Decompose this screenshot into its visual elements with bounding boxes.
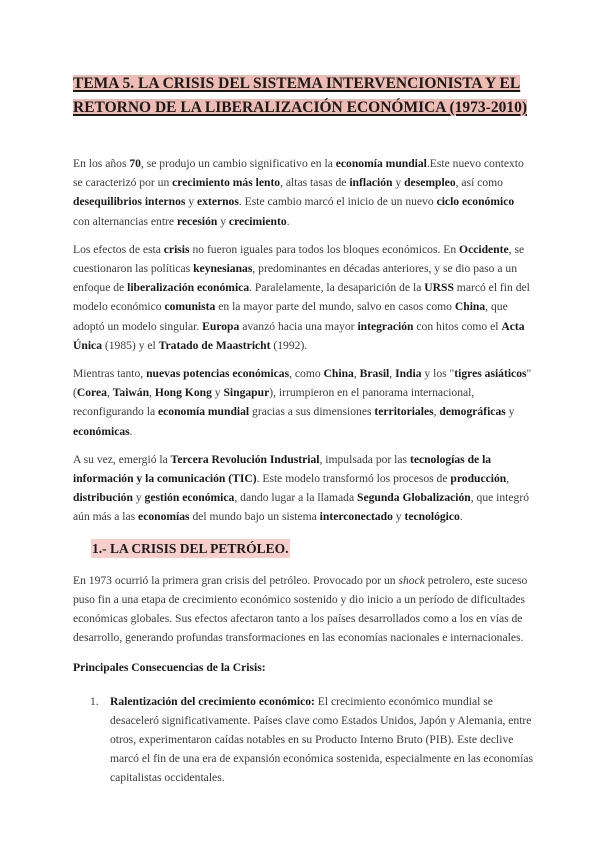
- text-run: . Este cambio marcó el inicio de un nuevo: [238, 195, 437, 209]
- bold-text: desequilibrios internos: [73, 195, 186, 209]
- text-run: avanzó hacia una mayor: [239, 319, 358, 333]
- text-run: , impulsada por las: [319, 452, 410, 466]
- text-run: en la mayor parte del mundo, salvo en casos como: [215, 300, 455, 314]
- bold-text: inflación: [349, 176, 393, 190]
- bold-text: Hong Kong: [154, 386, 212, 400]
- text-run: ,: [149, 386, 155, 400]
- text-run: , como: [289, 367, 324, 381]
- text-run: A su vez, emergió la: [73, 452, 171, 466]
- bold-text: Taiwán: [112, 386, 150, 400]
- paragraph: [73, 154, 533, 231]
- bold-text: demográficas: [439, 405, 506, 419]
- bold-text: keynesianas: [193, 262, 253, 276]
- text-run: y: [392, 510, 405, 524]
- bold-text: distribución: [73, 491, 133, 505]
- text-run: , se cuestionaron las políticas: [73, 242, 525, 276]
- text-run: En 1973 ocurrió la primera gran crisis del petróleo. Provocado por un: [73, 573, 399, 587]
- bold-text: economías: [138, 510, 190, 524]
- paragraph: [73, 450, 533, 527]
- italic-text: shock: [398, 573, 425, 587]
- text-run: y: [132, 491, 145, 505]
- bold-text: economía mundial: [335, 157, 427, 170]
- bold-text: tigres asiáticos: [454, 367, 527, 381]
- text-run: del mundo bajo un sistema: [189, 510, 320, 524]
- bold-text: Singapur: [223, 386, 270, 400]
- text-run: .: [459, 510, 463, 524]
- text-run: (1985) y el: [101, 338, 159, 352]
- bold-text: Segunda Globalización: [357, 491, 471, 505]
- text-run: , dando lugar a la llamada: [234, 491, 358, 505]
- text-run: , que adoptó un modelo singular.: [73, 300, 508, 333]
- bold-text: interconectado: [319, 510, 393, 524]
- text-run: no fueron iguales para todos los bloques económicos. En: [189, 242, 460, 256]
- intro-paragraphs: [73, 154, 533, 527]
- bold-text: ciclo económico: [436, 195, 515, 209]
- text-run: , así como: [455, 176, 503, 190]
- text-run: petrolero, este suceso puso fin a una etapa de crecimiento económico sostenido y dio inicio a un período de dificultades económicas globales. Sus efectos afectaron tanto a los países desarrollados como a los en vías de desarrollo, generando profundas transformaciones en las economías nacionales e internacionales.: [73, 573, 528, 645]
- paragraph: [73, 240, 533, 355]
- list-item: [73, 692, 533, 788]
- bold-text: China: [454, 300, 486, 314]
- text-run: " (: [73, 367, 532, 400]
- text-run: marcó el fin del modelo económico: [73, 281, 530, 314]
- bold-text: territoriales: [374, 405, 434, 419]
- text-run: .: [286, 214, 290, 228]
- bold-text: recesión: [176, 214, 218, 228]
- text-run: ,: [106, 386, 113, 400]
- bold-text: crecimiento: [228, 214, 287, 228]
- bold-text: integración: [357, 319, 414, 333]
- text-run: , altas tasas de: [280, 176, 350, 190]
- bold-text: económicas: [73, 424, 130, 438]
- bold-text: Brasil: [359, 367, 390, 381]
- bold-text: Tercera Revolución Industrial: [170, 452, 320, 466]
- text-run: ), irrumpieron en el panorama internacional, reconfigurando la: [73, 386, 475, 419]
- section-subheading: Principales Consecuencias de la Crisis:: [73, 661, 266, 675]
- title-line-1: TEMA 5. LA CRISIS DEL SISTEMA INTERVENCIONISTA Y EL: [73, 75, 521, 92]
- document-title: [73, 72, 533, 120]
- text-run: , predominantes en décadas anteriores, y se dio paso a un enfoque de: [73, 262, 518, 295]
- bold-text: China: [323, 367, 354, 381]
- text-run: . Paralelamente, la desaparición de la: [249, 281, 425, 295]
- text-run: .Este nuevo contexto se caracterizó por un: [73, 157, 524, 190]
- bold-text: desempleo: [404, 176, 456, 190]
- bold-text: Corea: [76, 386, 107, 400]
- text-run: ,: [353, 367, 360, 381]
- text-run: y los ": [421, 367, 455, 381]
- bold-text: Acta Única: [73, 319, 525, 352]
- text-run: . Este modelo transformó los procesos de: [256, 472, 451, 486]
- text-run: Mientras tanto,: [73, 367, 147, 381]
- text-run: .: [129, 424, 133, 438]
- bold-text: crecimiento más lento: [172, 176, 281, 190]
- bold-text: nuevas potencias económicas: [146, 367, 290, 381]
- bold-text: URSS: [424, 281, 454, 295]
- bold-text: crisis: [163, 242, 190, 256]
- bold-text: producción: [450, 472, 507, 486]
- title-line-2: RETORNO DE LA LIBERALIZACIÓN ECONÓMICA (1973-2010): [73, 99, 528, 116]
- section-paragraph: [73, 571, 533, 648]
- text-run: y: [217, 214, 229, 228]
- text-run: y: [185, 195, 198, 209]
- bold-text: tecnologías de la información y la comunicación (TIC): [73, 452, 492, 486]
- document-page: [73, 72, 533, 788]
- text-run: , se produjo un cambio significativo en la: [140, 157, 336, 170]
- consequences-list: [73, 692, 533, 788]
- text-run: y: [392, 176, 405, 190]
- bold-text: economía mundial: [157, 405, 250, 419]
- bold-text: Europa: [202, 319, 240, 333]
- bold-text: liberalización económica: [127, 281, 250, 295]
- bold-text: 70: [129, 157, 141, 170]
- text-run: ,: [506, 472, 510, 486]
- list-item-text: El crecimiento económico mundial se desaceleró significativamente. Países clave como Estados Unidos, Japón y Alemania, entre otros, experimentaron caídas notables en su Producto Interno Bruto (PIB). Este declive marcó el fin de una era de expansión económica sostenida, especialmente en las economías capitalistas occidentales.: [110, 694, 534, 785]
- bold-text: externos: [197, 195, 239, 209]
- section-heading: 1.- LA CRISIS DEL PETRÓLEO.: [92, 540, 289, 556]
- paragraph: [73, 364, 533, 441]
- text-run: gracias a sus dimensiones: [249, 405, 375, 419]
- text-run: con hitos como el: [413, 319, 502, 333]
- list-number: 1.: [90, 694, 99, 708]
- text-run: con alternancias entre: [73, 214, 177, 228]
- text-run: y: [211, 386, 224, 400]
- bold-text: India: [395, 367, 422, 381]
- text-run: y: [505, 405, 515, 419]
- list-item-label: Ralentización del crecimiento económico:: [110, 694, 315, 708]
- bold-text: comunista: [164, 300, 216, 314]
- text-run: ,: [389, 367, 396, 381]
- bold-text: Occidente: [459, 242, 509, 256]
- bold-text: tecnológico: [404, 510, 460, 524]
- text-run: , que integró aún más a las: [73, 491, 530, 524]
- bold-text: Tratado de Maastricht: [158, 338, 271, 352]
- text-run: Los efectos de esta: [73, 242, 164, 256]
- text-run: (1992).: [270, 338, 308, 352]
- text-run: ,: [433, 405, 440, 419]
- bold-text: gestión económica: [144, 491, 235, 505]
- text-run: En los años: [73, 157, 130, 170]
